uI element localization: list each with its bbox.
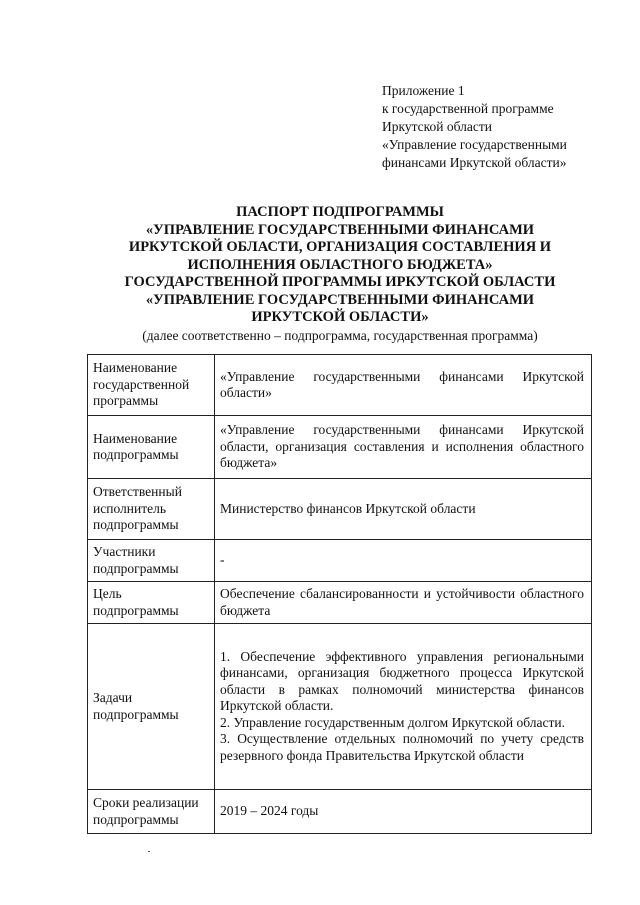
row-value: «Управление государственными финансами Иркутской области»: [215, 355, 592, 416]
row-value: Министерство финансов Иркутской области: [215, 479, 592, 540]
row-label: Наименование государственной программы: [88, 355, 215, 416]
row-label: Наименование подпрограммы: [88, 416, 215, 479]
passport-table: [87, 354, 592, 834]
row-label: Задачи подпрограммы: [88, 624, 215, 790]
appendix-line: «Управление государственными: [382, 137, 567, 152]
appendix-line: Приложение 1: [382, 83, 465, 98]
table-row: [88, 416, 592, 479]
title-line: ИСПОЛНЕНИЯ ОБЛАСТНОГО БЮДЖЕТА»: [187, 256, 493, 273]
title-line: ИРКУТСКОЙ ОБЛАСТИ»: [251, 309, 429, 325]
row-label: Цель подпрограммы: [88, 582, 215, 624]
appendix-line: финансами Иркутской области»: [382, 155, 567, 170]
table-row: [88, 624, 592, 790]
appendix-line: к государственной программе: [382, 101, 554, 116]
title-line: ГОСУДАРСТВЕННОЙ ПРОГРАММЫ ИРКУТСКОЙ ОБЛАСТИ: [124, 274, 556, 290]
row-label: Сроки реализации подпрограммы: [88, 790, 215, 834]
title-line: «УПРАВЛЕНИЕ ГОСУДАРСТВЕННЫМИ ФИНАНСАМИ: [145, 221, 535, 238]
task-item: 2. Управление государственным долгом Иркутской области.: [220, 714, 565, 730]
row-value: «Управление государственными финансами Иркутской области, организация составления и исполнения областного бюджета»: [215, 416, 592, 479]
title-line: ИРКУТСКОЙ ОБЛАСТИ, ОРГАНИЗАЦИЯ СОСТАВЛЕНИЯ И: [128, 239, 552, 255]
table-row: [88, 790, 592, 834]
row-value: Обеспечение сбалансированности и устойчивости областного бюджета: [215, 582, 592, 624]
appendix-line: Иркутской области: [382, 119, 493, 134]
title-line: «УПРАВЛЕНИЕ ГОСУДАРСТВЕННЫМИ ФИНАНСАМИ: [145, 291, 535, 308]
document-title: [86, 204, 594, 344]
row-value: [215, 624, 592, 790]
row-label: Ответственный исполнитель подпрограммы: [88, 479, 215, 540]
table-row: [88, 479, 592, 540]
table-row: [88, 540, 592, 582]
title-line: ПАСПОРТ ПОДПРОГРАММЫ: [236, 204, 444, 220]
appendix-header: [382, 82, 567, 172]
title-subtitle: (далее соответственно – подпрограмма, государственная программа): [142, 327, 538, 343]
scan-speck: [148, 851, 150, 852]
table-row: [88, 355, 592, 416]
task-item: 1. Обеспечение эффективного управления региональными финансами, организация бюджетного процесса Иркутской области в рамках полномочий министерства финансов Иркутской области.: [220, 648, 584, 714]
row-value: 2019 – 2024 годы: [215, 790, 592, 834]
row-value: -: [215, 540, 592, 582]
row-label: Участники подпрограммы: [88, 540, 215, 582]
task-item: 3. Осуществление отдельных полномочий по учету средств резервного фонда Правительства Иркутской области: [220, 731, 584, 763]
table-row: [88, 582, 592, 624]
